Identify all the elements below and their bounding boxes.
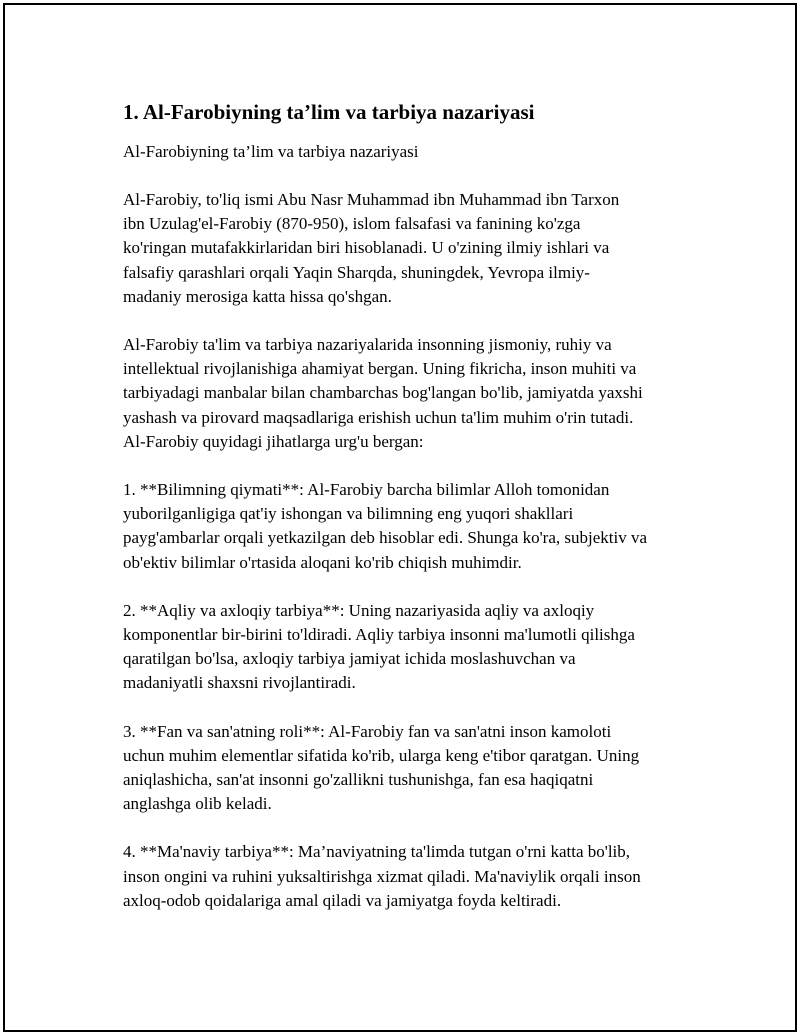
paragraph-theory: Al-Farobiy ta'lim va tarbiya nazariyalarida insonning jismoniy, ruhiy va intellektual rivojlanishiga ahamiyat bergan. Uning fikricha, inson muhiti va tarbiyadagi manbalar bilan chambarchas bog'langan bo'lib, jamiyatda yaxshi yashash va pirovard maqsadlariga erishish uchun ta'lim muhim o'rin tutadi. Al-Farobiy quyidagi jihatlarga urg'u bergan: xyxy=(123,335,643,451)
document-title: 1. Al-Farobiyning ta’lim va tarbiya nazariyasi xyxy=(123,100,535,124)
paragraph-intro: Al-Farobiy, to'liq ismi Abu Nasr Muhammad ibn Muhammad ibn Tarxon ibn Uzulag'el-Farobiy (870-950), islom falsafasi va fanining ko'zga ko'ringan mutafakkirlaridan biri hisoblanadi. U o'zining ilmiy ishlari va falsafiy qarashlari orqali Yaqin Sharqda, shuningdek, Yevropa ilmiy- madaniy merosiga katta hissa qo'shgan. xyxy=(123,190,620,306)
document-subtitle: Al-Farobiyning ta’lim va tarbiya nazariyasi xyxy=(123,142,419,161)
paragraph-point-4: 4. **Ma'naviy tarbiya**: Ma’naviyatning ta'limda tutgan o'rni katta bo'lib, inson ongini va ruhini yuksaltirishga xizmat qiladi. Ma'naviylik orqali inson axloq-odob qoidalariga amal qiladi va jamiyatga foyda keltiradi. xyxy=(123,842,641,910)
document-body xyxy=(123,99,693,913)
paragraph-point-1: 1. **Bilimning qiymati**: Al-Farobiy barcha bilimlar Alloh tomonidan yuborilganligiga qat'iy ishongan va bilimning eng yuqori shakllari payg'ambarlar orqali yetkazilgan deb hisoblar edi. Shunga ko'ra, subjektiv va ob'ektiv bilimlar o'rtasida aloqani ko'rib chiqish muhimdir. xyxy=(123,480,647,572)
paragraph-point-2: 2. **Aqliy va axloqiy tarbiya**: Uning nazariyasida aqliy va axloqiy komponentlar bir-birini to'ldiradi. Aqliy tarbiya insonni ma'lumotli qilishga qaratilgan bo'lsa, axloqiy tarbiya jamiyat ichida moslashuvchan va madaniyatli shaxsni rivojlantiradi. xyxy=(123,600,635,693)
paragraph-point-3: 3. **Fan va san'atning roli**: Al-Farobiy fan va san'atni inson kamoloti uchun muhim elementlar sifatida ko'rib, ularga keng e'tibor qaratgan. Uning aniqlashicha, san'at insonni go'zallikni tushunishga, fan esa haqiqatni anglashga olib keladi. xyxy=(123,721,640,814)
page-frame xyxy=(3,3,797,1032)
